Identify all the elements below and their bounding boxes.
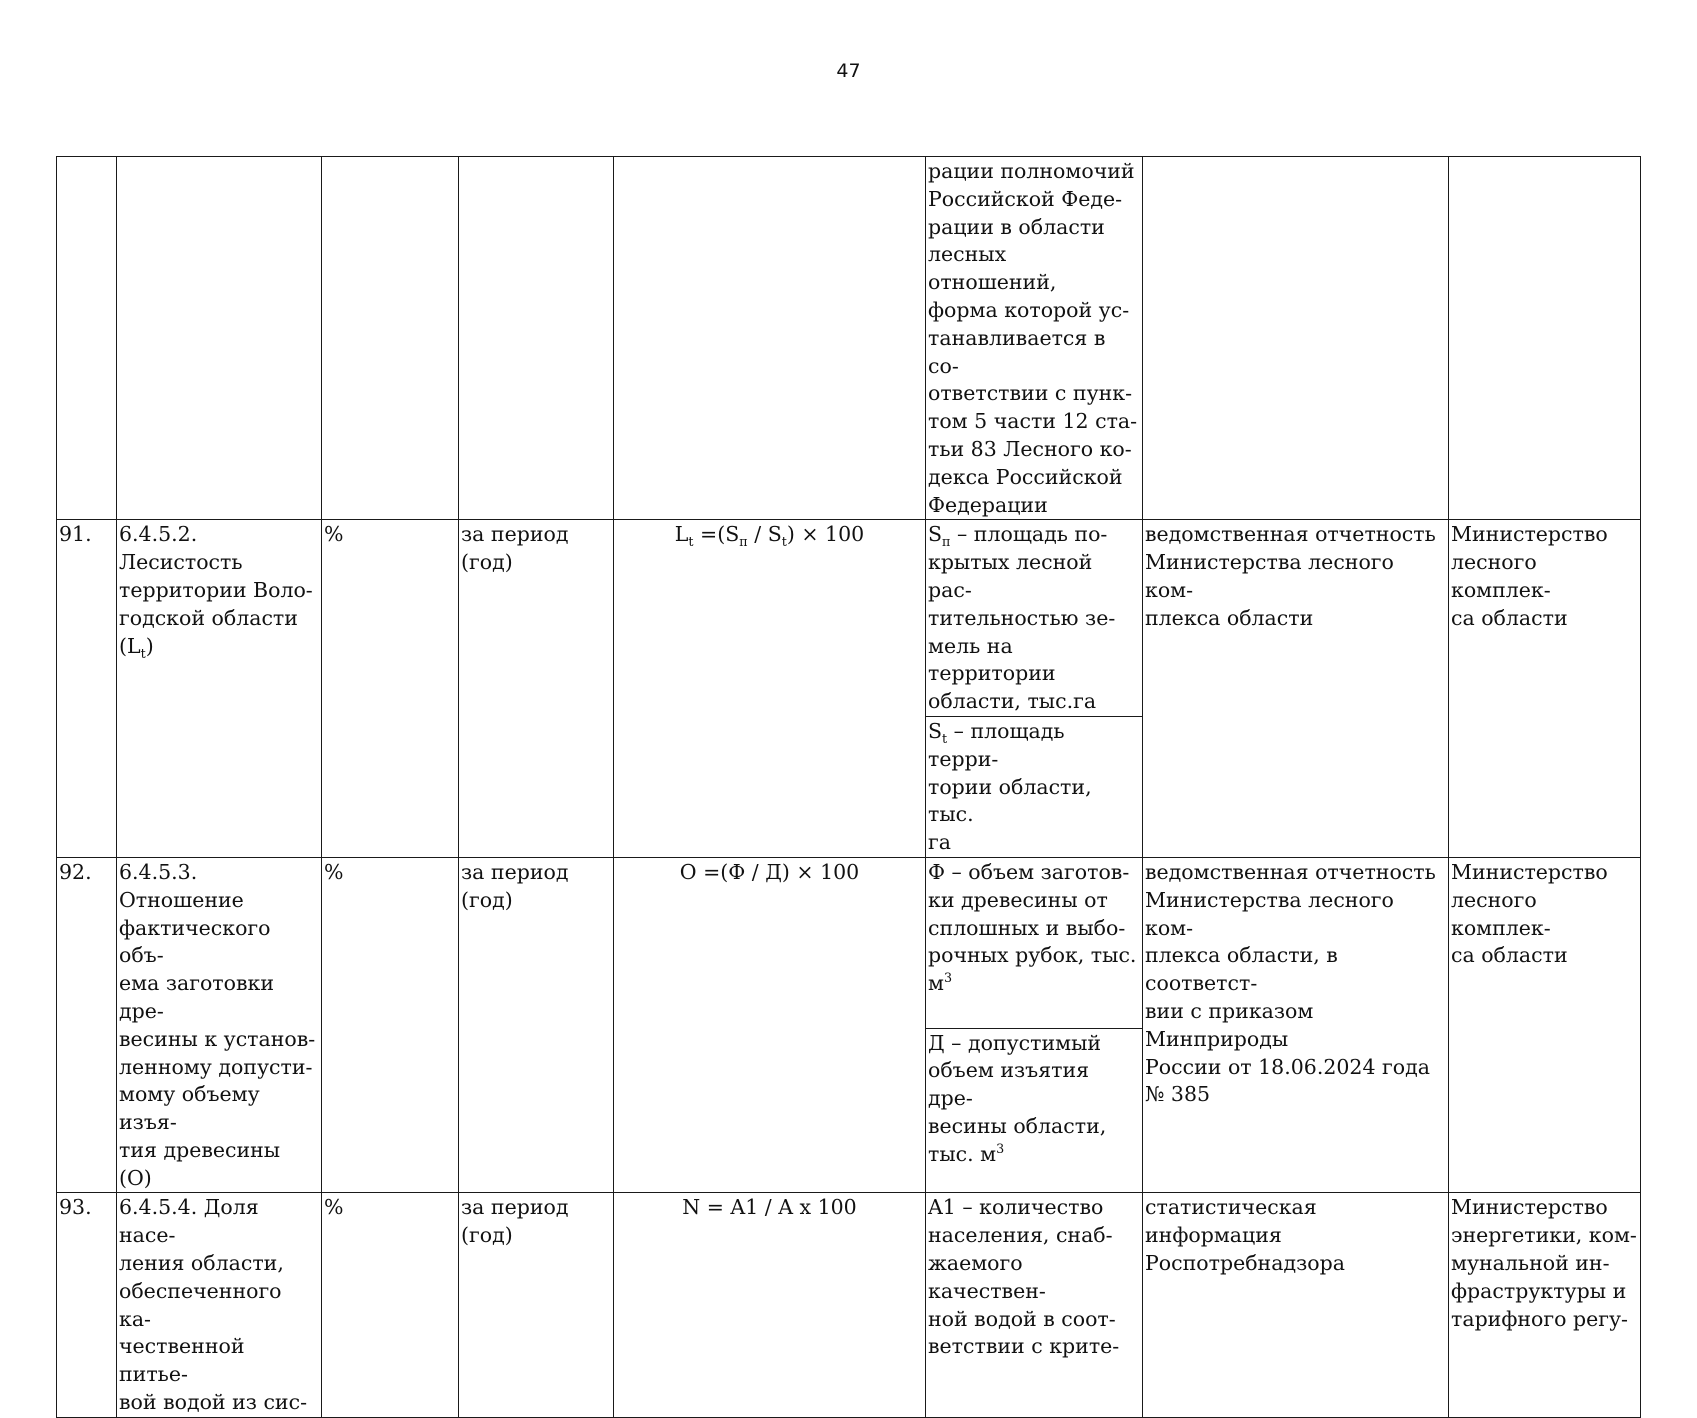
cell-responsible: Министерство энергетики, ком- мунальной ин- фраструктуры и тарифного регу- [1449,1193,1641,1417]
page-number: 47 [836,60,861,82]
cell-responsible [1449,157,1641,520]
table-row [57,857,1641,1028]
cell-responsible: Министерство лесного комплек- са области [1449,520,1641,858]
cell-indicator: 6.4.5.2. Лесистость территории Воло- годской области $(L_t)$ [117,520,322,858]
cell-unit: % [322,1193,459,1417]
cell-variable-2: $S_t$ – площадь терри- тории области, тыс. га [926,716,1143,857]
cell-period: за период (год) [459,1193,614,1417]
cell-num: 91. [57,520,117,858]
indicators-table [56,156,1641,1418]
cell-unit: % [322,857,459,1193]
cell-variable-1: A1 – количество населения, снаб- жаемого качествен- ной водой в соот- ветствии с крите- [926,1193,1143,1417]
cell-formula [614,157,926,520]
cell-formula: N = A1 / A x 100 [614,1193,926,1417]
cell-variable-2: Д – допустимый объем изъятия дре- весины области, тыс. $м^3$ [926,1028,1143,1193]
cell-source: статистическая информация Роспотребнадзора [1143,1193,1449,1417]
cell-source: ведомственная отчетность Министерства лесного ком- плекса области, в соответст- вии с приказом Минприроды России от 18.06.2024 года № 385 [1143,857,1449,1193]
cell-unit: % [322,520,459,858]
cell-source: ведомственная отчетность Министерства лесного ком- плекса области [1143,520,1449,858]
cell-indicator [117,157,322,520]
cell-responsible: Министерство лесного комплек- са области [1449,857,1641,1193]
cell-formula: О =(Ф / Д) × 100 [614,857,926,1193]
cell-period: за период (год) [459,857,614,1193]
cell-num: 93. [57,1193,117,1417]
cell-source [1143,157,1449,520]
table-row-continuation [57,157,1641,520]
cell-indicator: 6.4.5.4. Доля насе- ления области, обеспеченного ка- чественной питье- вой водой из сис- [117,1193,322,1417]
cell-variable-1: Ф – объем заготов- ки древесины от сплошных и выбо- рочных рубок, тыс. $м^3$ [926,857,1143,1028]
cell-num [57,157,117,520]
cell-variable-1: $S_п$ – площадь по- крытых лесной рас- тительностью зе- мель на территории области, тыс.га [926,520,1143,717]
cell-unit [322,157,459,520]
cell-formula: $L_t =(S_п / S_t) \times 100$ [614,520,926,858]
table-row [57,520,1641,717]
cell-period [459,157,614,520]
table-row [57,1193,1641,1417]
cell-num: 92. [57,857,117,1193]
cell-indicator: 6.4.5.3. Отношение фактического объ- ема заготовки дре- весины к установ- ленному допусти- мому объему изъя- тия древесины (О) [117,857,322,1193]
cell-period: за период (год) [459,520,614,858]
cell-variables: рации полномочий Российской Феде- рации в области лесных отношений, форма которой ус- танавливается в со- ответствии с пунк- том 5 части 12 ста- тьи 83 Лесного ко- декса Российской Федерации [926,157,1143,520]
